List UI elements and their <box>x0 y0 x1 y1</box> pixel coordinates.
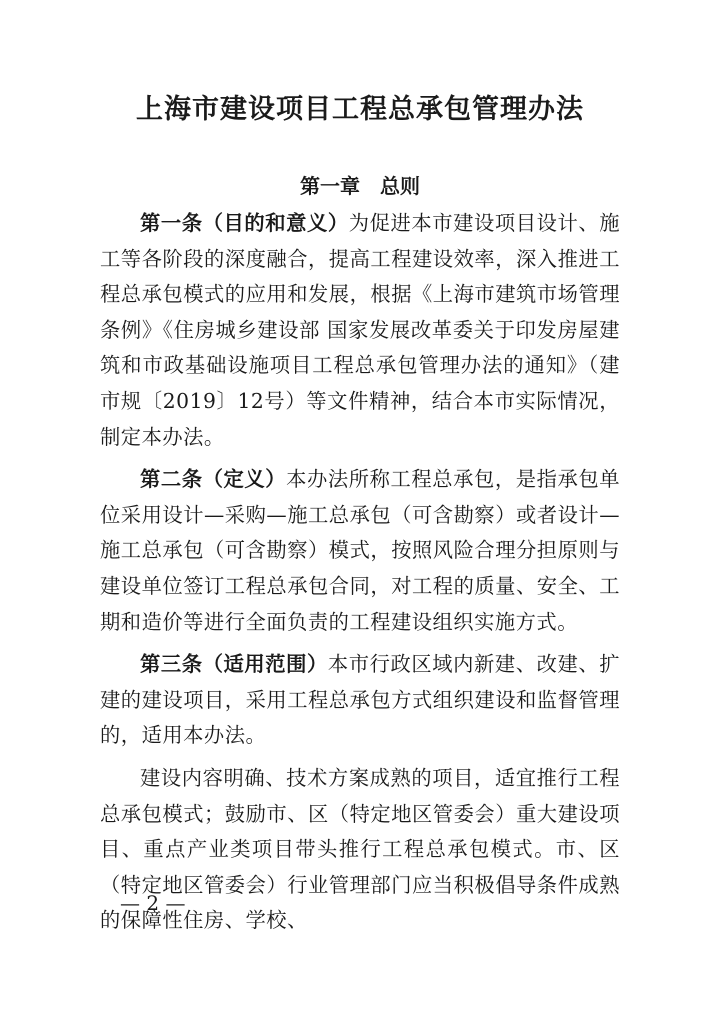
article-paragraph <box>100 206 620 455</box>
document-body <box>100 206 620 946</box>
article-paragraph <box>100 647 620 754</box>
article-text: 本办法所称工程总承包，是指承包单位采用设计—采购—施工总承包（可含勘察）或者设计—施工总承包（可含勘察）模式，按照风险合理分担原则与建设单位签订工程总承包合同，对工程的质量、安全、工期和造价等进行全面负责的工程建设组织实施方式。 <box>100 467 620 634</box>
article-heading: 第三条（适用范围） <box>140 652 328 677</box>
chapter-heading: 第一章 总则 <box>300 174 420 198</box>
article-text: 本市行政区域内新建、改建、扩建的建设项目，采用工程总承包方式组织建设和监督管理的，适用本办法。 <box>100 652 620 748</box>
page-number: — 2 — <box>120 891 186 915</box>
article-text: 建设内容明确、技术方案成熟的项目，适宜推行工程总承包模式；鼓励市、区（特定地区管委会）重大建设项目、重点产业类项目带头推行工程总承包模式。市、区（特定地区管委会）行业管理部门应当积极倡导条件成熟的保障性住房、学校、 <box>100 765 620 933</box>
article-text: 为促进本市建设项目设计、施工等各阶段的深度融合，提高工程建设效率，深入推进工程总承包模式的应用和发展，根据《上海市建筑市场管理条例》《住房城乡建设部 国家发展改革委关于印发房屋建筑和市政基础设施项目工程总承包管理办法的通知》（建市规〔2019〕12号）等文件精神，结合本市实际情况，制定本办法。 <box>100 211 620 449</box>
document-title: 上海市建设项目工程总承包管理办法 <box>136 94 584 125</box>
article-heading: 第二条（定义） <box>140 467 287 492</box>
article-heading: 第一条（目的和意义） <box>140 211 349 235</box>
article-paragraph <box>100 462 620 640</box>
